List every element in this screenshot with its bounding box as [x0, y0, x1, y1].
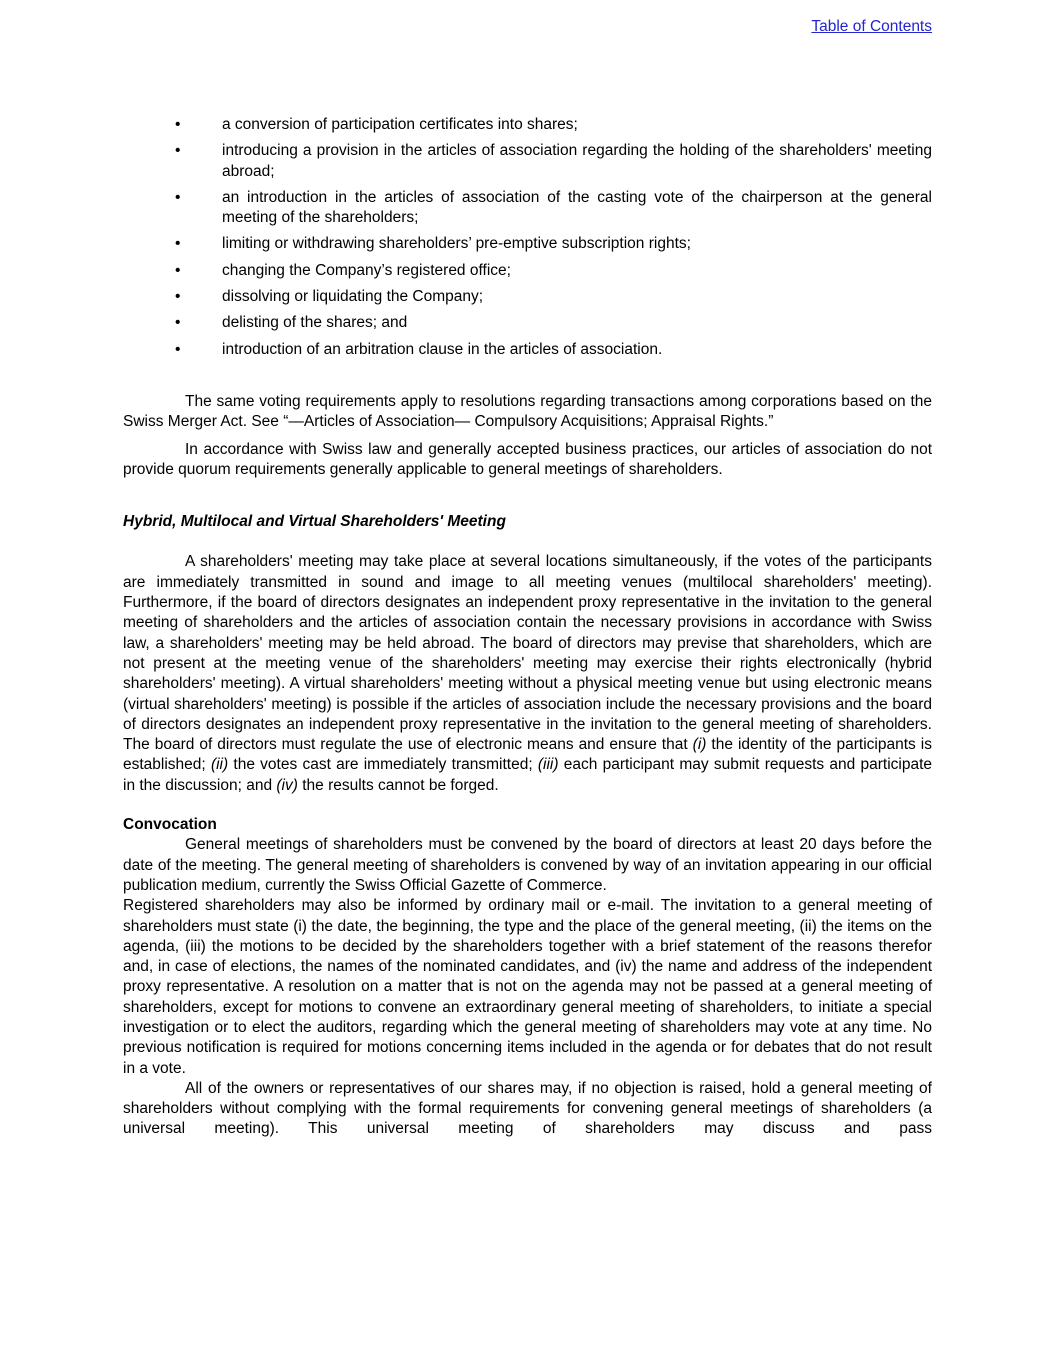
list-item-text: delisting of the shares; and	[222, 314, 408, 332]
list-item	[123, 261, 932, 281]
bullet-icon: •	[175, 314, 181, 332]
list-item-text: limiting or withdrawing shareholders’ pre-emptive subscription rights;	[222, 235, 691, 253]
bullet-icon: •	[175, 235, 181, 253]
bullet-icon: •	[175, 142, 181, 160]
list-item-text: a conversion of participation certificates into shares;	[222, 116, 578, 133]
list-item	[123, 234, 932, 254]
list-item	[123, 141, 932, 182]
list-item	[123, 115, 932, 135]
bullet-icon: •	[175, 261, 181, 279]
list-item-text: changing the Company’s registered office;	[222, 261, 511, 279]
list-item-text: introducing a provision in the articles of association regarding the holding of the shareholders' meeting abroad;	[222, 142, 932, 180]
paragraph-quorum: In accordance with Swiss law and generally accepted business practices, our articles of association do not provide quorum requirements generally applicable to general meetings of shareholders.	[123, 440, 932, 478]
paragraph-convocation-notice: General meetings of shareholders must be convened by the board of directors at least 20 days before the date of the meeting. The general meeting of shareholders is convened by way of an invitation appearing in our official publication medium, currently the Swiss Official Gazette of Commerce.	[123, 836, 932, 894]
paragraph-universal-meeting: All of the owners or representatives of our shares may, if no objection is raised, hold a general meeting of shareholders without complying with the formal requirements for convening general meetings of shareholders (a universal meeting). This universal meeting of shareholders may discuss and pass	[123, 1079, 932, 1138]
bullet-icon: •	[175, 288, 181, 306]
bullet-icon: •	[175, 116, 181, 133]
list-item	[123, 287, 932, 307]
section-heading-hybrid-meeting: Hybrid, Multilocal and Virtual Shareholders' Meeting	[123, 513, 506, 531]
section-heading-convocation: Convocation	[123, 816, 217, 834]
list-item	[123, 313, 932, 333]
paragraph-convocation-invitation: Registered shareholders may also be informed by ordinary mail or e-mail. The invitation to a general meeting of shareholders must state (i) the date, the beginning, the type and the place of the general meeting, (ii) the items on the agenda, (iii) the motions to be decided by the shareholders together with a brief statement of the reasons therefor and, in case of elections, the names of the nominated candidates, and (iv) the name and address of the independent proxy representative. A resolution on a matter that is not on the agenda may not be passed at a general meeting of shareholders, except for motions to convene an extraordinary general meeting of shareholders, to initiate a special investigation or to elect the auditors, regarding which the general meeting of shareholders may vote at any time. No previous notification is required for motions concerning items included in the agenda or for debates that do not result in a vote.	[123, 897, 932, 1077]
bullet-icon: •	[175, 340, 181, 358]
amendment-bullet-list	[123, 115, 932, 360]
bullet-icon: •	[175, 188, 181, 206]
list-item-text: an introduction in the articles of association of the casting vote of the chairperson at the general meeting of the shareholders;	[222, 188, 932, 227]
paragraph-voting-requirements: The same voting requirements apply to resolutions regarding transactions among corporations based on the Swiss Merger Act. See “—Articles of Association— Compulsory Acquisitions; Appraisal Rights.”	[123, 392, 932, 431]
toc-link-row	[123, 0, 932, 37]
list-item-text: dissolving or liquidating the Company;	[222, 288, 484, 306]
list-item	[123, 188, 932, 229]
paragraph-hybrid-meeting: A shareholders' meeting may take place at several locations simultaneously, if the votes of the participants are immediately transmitted in sound and image to all meeting venues (multilocal shareholders' meeting). Furthermore, if the board of directors designates an independent proxy representative in the invitation to the general meeting of shareholders and the articles of association contain the necessary provisions in accordance with Swiss law, a shareholders' meeting may be held abroad. The board of directors may previse that shareholders, which are not present at the meeting venue of the shareholders' meeting may exercise their rights electronically (hybrid shareholders' meeting). A virtual shareholders' meeting without a physical meeting venue but using electronic means (virtual shareholders' meeting) is possible if the articles of association include the necessary provisions and the board of directors designates an independent proxy representative in the invitation to the general meeting of shareholders. The board of directors must regulate the use of electronic means and ensure that (i) the identity of the participants is established; (ii) the votes cast are immediately transmitted; (iii) each participant may submit requests and participate in the discussion; and (iv) the results cannot be forged.	[123, 553, 932, 794]
list-item	[123, 340, 932, 360]
list-item-text: introduction of an arbitration clause in the articles of association.	[222, 340, 663, 358]
table-of-contents-link[interactable]: Table of Contents	[811, 18, 932, 35]
